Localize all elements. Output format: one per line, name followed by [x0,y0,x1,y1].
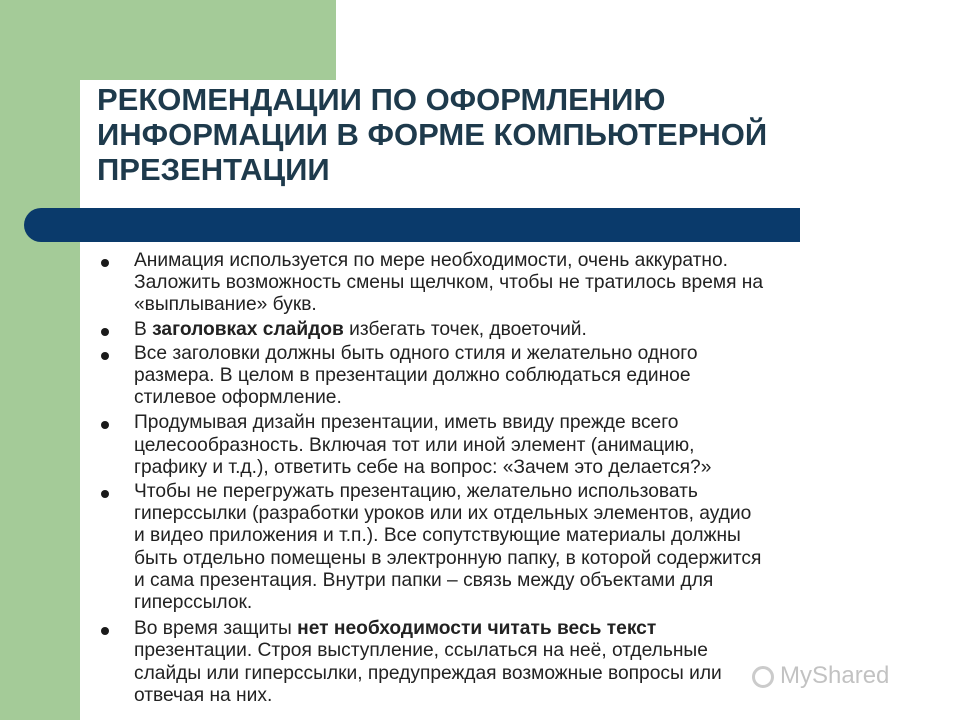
bullet-text-line: и сама презентация. Внутри папки – связь между объектами для [134,569,714,591]
bullet-text-line: и видео приложения и т.п.). Все сопутствующие материалы должны [134,525,741,547]
bullet-text-line: презентации. Строя выступление, ссылаться на неё, отдельные [134,640,708,662]
bullet-text-line [134,319,898,341]
bullet-text-line: Продумывая дизайн презентации, иметь ввиду прежде всего [134,412,679,434]
bullet-dot-icon [101,328,109,336]
title-line: ПРЕЗЕНТАЦИИ [97,152,330,187]
title-line: РЕКОМЕНДАЦИИ ПО ОФОРМЛЕНИЮ [97,82,666,117]
bullet-dot-icon [101,352,109,360]
bullet-text-line: «выплывание» букв. [134,294,317,316]
bullet-text-line [134,618,898,640]
bullet-text-line: Чтобы не перегружать презентацию, желательно использовать [134,481,698,503]
bullet-text-line: Заложить возможность смены щелчком, чтобы не тратилось время на [134,272,764,294]
bullet-list [98,250,898,709]
bullet-item [98,343,898,410]
bullet-text-prefix: В [134,318,153,340]
bullet-item [98,481,898,614]
watermark [752,656,932,696]
bullet-item [98,319,898,341]
bullet-item [98,250,898,317]
bullet-dot-icon [101,490,109,498]
bullet-text-line: стилевое оформление. [134,387,342,409]
bullet-text-line: Все заголовки должны быть одного стиля и желательно одного [134,342,698,364]
bullet-text-line: размера. В целом в презентации должно соблюдаться единое [134,365,691,387]
bullet-dot-icon [101,627,109,635]
bullet-text-suffix: избегать точек, двоеточий. [343,318,587,340]
bullet-text-line: слайды или гиперссылки, предупреждая возможные вопросы или [134,662,722,684]
watermark-logo-icon [752,666,774,688]
bullet-text-line: графику и т.д.), ответить себе на вопрос: «Зачем это делается?» [134,456,712,478]
watermark-text: MyShared [780,662,890,689]
bullet-text-line: отвечая на них. [134,684,273,706]
slide-title [97,82,857,187]
title-line: ИНФОРМАЦИИ В ФОРМЕ КОМПЬЮТЕРНОЙ [97,117,768,152]
bullet-text-line: гиперссылки (разработки уроков или их отдельных элементов, аудио [134,503,752,525]
bullet-dot-icon [101,259,109,267]
bullet-text-line: гиперссылок. [134,592,253,614]
bullet-text-bold: нет необходимости читать весь текст [297,618,657,640]
bullet-text-bold: заголовках слайдов [152,318,344,340]
bullet-dot-icon [101,421,109,429]
divider-bar [24,208,800,242]
bullet-item [98,412,898,479]
bullet-text-prefix: Во время защиты [134,618,298,640]
bullet-text-line: быть отдельно помещены в электронную папку, в которой содержится [134,547,762,569]
bullet-text-line: целесообразность. Включая тот или иной элемент (анимацию, [134,434,695,456]
bullet-text-line: Анимация используется по мере необходимости, очень аккуратно. [134,250,729,271]
